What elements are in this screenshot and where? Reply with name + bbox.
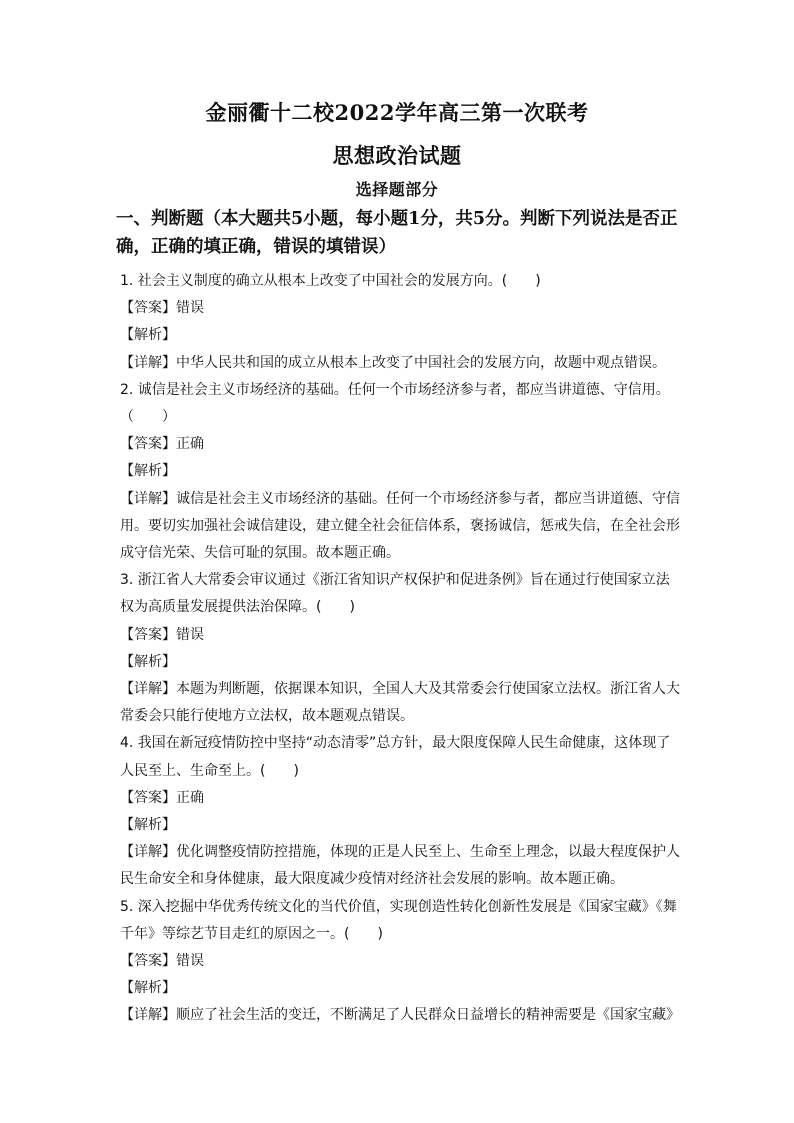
question-stem: 5. 深入挖掘中华优秀传统文化的当代价值，实现创造性转化创新性发展是《国家宝藏》《舞千年》等综艺节目走红的原因之一。( ): [120, 898, 677, 942]
question-stem: 2. 诚信是社会主义市场经济的基础。任何一个市场经济参与者，都应当讲道德、守信用。（ ）: [120, 381, 670, 426]
section-heading: 一、判断题（本大题共5小题，每小题1分，共5分。判断下列说法是否正确，正确的填正确，错误的填错误）: [116, 209, 678, 257]
question-analysis: 【解析】: [120, 463, 176, 480]
exam-title: 金丽衢十二校2022学年高三第一次联考: [205, 100, 589, 125]
question-detail: 【详解】诚信是社会主义市场经济的基础。任何一个市场经济参与者，都应当讲道德、守信用。要切实加强社会诚信建设，建立健全社会征信体系，褒扬诚信，惩戒失信，在全社会形成守信光荣、失信可耻的氛围。故本题正确。: [120, 490, 680, 562]
question-analysis: 【解析】: [120, 817, 176, 834]
question-answer: 【答案】错误: [120, 300, 204, 317]
question-answer: 【答案】正确: [120, 436, 204, 453]
question-analysis: 【解析】: [120, 327, 176, 344]
question-list: [120, 268, 680, 1030]
question-stem: 1. 社会主义制度的确立从根本上改变了中国社会的发展方向。( ): [120, 273, 541, 289]
question-detail: 【详解】优化调整疫情防控措施，体现的正是人民至上、生命至上理念，以最大程度保护人民生命安全和身体健康，最大限度减少疫情对经济社会发展的影响。故本题正确。: [120, 844, 680, 888]
question-detail: 【详解】顺应了社会生活的变迁，不断满足了人民群众日益增长的精神需要是《国家宝藏》: [120, 1007, 680, 1024]
question-analysis: 【解析】: [120, 653, 176, 670]
question-analysis: 【解析】: [120, 980, 176, 997]
question-detail: 【详解】中华人民共和国的成立从根本上改变了中国社会的发展方向，故题中观点错误。: [120, 354, 666, 371]
question-stem: 3. 浙江省人大常委会审议通过《浙江省知识产权保护和促进条例》旨在通过行使国家立法权为高质量发展提供法治保障。( ): [120, 572, 670, 616]
part-heading: 选择题部分: [355, 180, 439, 199]
question-detail: 【详解】本题为判断题，依据课本知识，全国人大及其常委会行使国家立法权。浙江省人大常委会只能行使地方立法权，故本题观点错误。: [120, 681, 680, 725]
question-answer: 【答案】错误: [120, 626, 204, 643]
question-answer: 【答案】错误: [120, 953, 204, 970]
exam-subject: 思想政治试题: [332, 143, 462, 168]
question-stem: 4. 我国在新冠疫情防控中坚持“动态清零”总方针，最大限度保障人民生命健康，这体现了人民至上、生命至上。( ): [120, 735, 671, 779]
question-answer: 【答案】正确: [120, 789, 204, 806]
